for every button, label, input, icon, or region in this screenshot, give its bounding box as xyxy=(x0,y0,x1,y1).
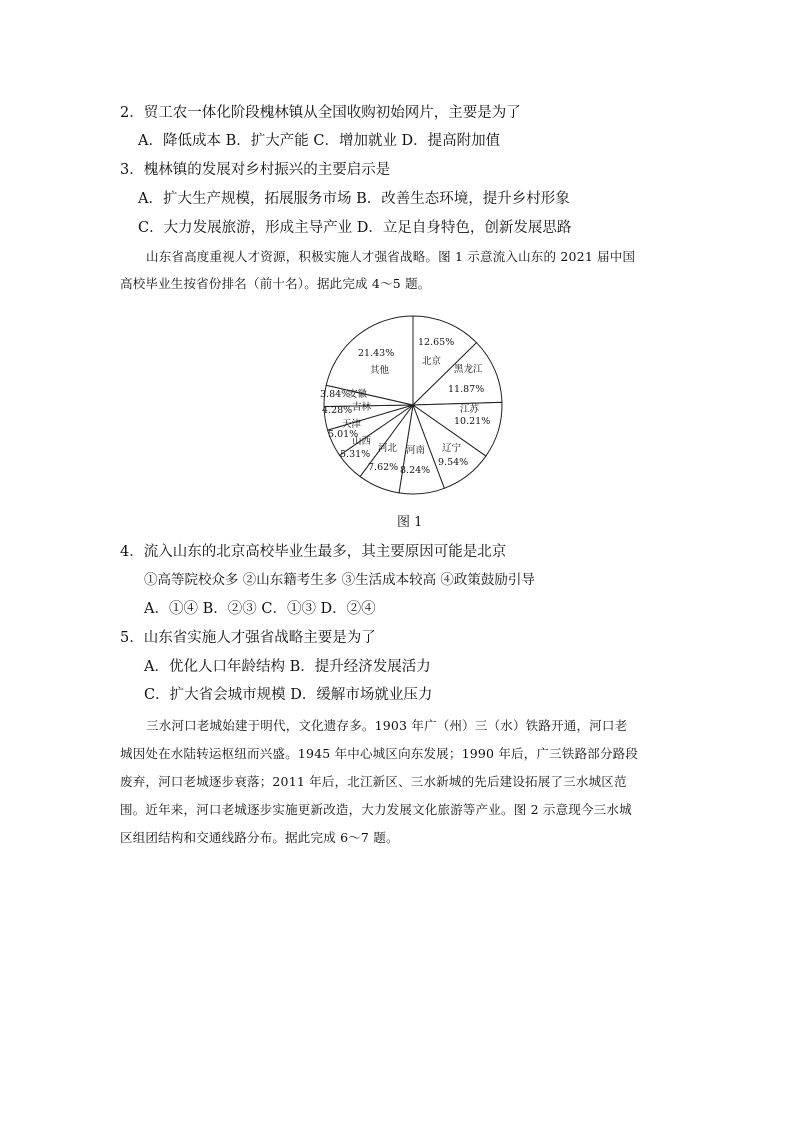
label-anhui-name: 安徽 xyxy=(348,389,368,400)
label-shanxi-name: 山西 xyxy=(352,436,372,447)
material-2-line-3: 废弃，河口老城逐步衰落；2011 年后，北江新区、三水新城的先后建设拓展了三水城区范 xyxy=(120,774,627,789)
material-1-line-2: 高校毕业生按省份排名（前十名）。据此完成 4～5 题。 xyxy=(120,276,431,291)
question-5-options-ab: A．优化人口年龄结构 B．提升经济发展活力 xyxy=(144,659,431,675)
label-henan-value: 8.24% xyxy=(400,465,431,476)
pie-chart xyxy=(318,310,508,500)
question-5-stem: 5．山东省实施人才强省战略主要是为了 xyxy=(120,630,376,646)
label-tianjin-name: 天津 xyxy=(342,419,362,430)
label-other-value: 21.43% xyxy=(358,348,395,359)
label-other-name: 其他 xyxy=(370,365,390,376)
label-jiangsu-value: 10.21% xyxy=(454,416,491,427)
label-anhui-value: 3.84% xyxy=(320,389,351,400)
material-1-line-1: 山东省高度重视人才资源，积极实施人才强省战略。图 1 示意流入山东的 2021 届中国 xyxy=(146,249,636,264)
label-tianjin-value: 5.01% xyxy=(328,429,359,440)
figure-1 xyxy=(318,310,508,504)
label-jilin-value: 4.28% xyxy=(322,405,353,416)
material-2-line-1: 三水河口老城始建于明代，文化遗存多。1903 年广（州）三（水）铁路开通，河口老 xyxy=(146,718,628,733)
question-3-options-ab: A．扩大生产规模，拓展服务市场 B．改善生态环境，提升乡村形象 xyxy=(138,191,570,207)
label-henan-name: 河南 xyxy=(406,445,426,456)
label-heilongjiang-value: 11.87% xyxy=(448,384,485,395)
material-2-line-5: 区组团结构和交通线路分布。据此完成 6～7 题。 xyxy=(120,830,399,845)
label-shanxi-value: 5.31% xyxy=(340,449,371,460)
label-hebei-name: 河北 xyxy=(378,443,398,454)
figure-1-caption: 图 1 xyxy=(397,515,423,530)
question-3-options-cd: C．大力发展旅游，形成主导产业 D．立足自身特色，创新发展思路 xyxy=(138,220,572,236)
question-4-options: A．①④ B．②③ C．①③ D．②④ xyxy=(144,601,376,617)
label-jiangsu-name: 江苏 xyxy=(460,404,480,415)
question-5-options-cd: C．扩大省会城市规模 D．缓解市场就业压力 xyxy=(144,687,433,703)
label-liaoning-value: 9.54% xyxy=(438,457,469,468)
label-jilin-name: 吉林 xyxy=(352,402,372,413)
label-beijing-value: 12.65% xyxy=(418,337,455,348)
material-2-line-2: 城因处在水陆转运枢纽而兴盛。1945 年中心城区向东发展；1990 年后，广三铁路部分路段 xyxy=(120,746,639,761)
material-2-line-4: 围。近年来，河口老城逐步实施更新改造，大力发展文化旅游等产业。图 2 示意现今三水城 xyxy=(120,802,632,817)
question-4-stem: 4．流入山东的北京高校毕业生最多，其主要原因可能是北京 xyxy=(120,544,507,560)
question-2-options: A．降低成本 B．扩大产能 C．增加就业 D．提高附加值 xyxy=(138,133,501,149)
question-4-items: ①高等院校众多 ②山东籍考生多 ③生活成本较高 ④政策鼓励引导 xyxy=(144,572,535,588)
question-2-stem: 2．贸工农一体化阶段槐林镇从全国收购初始网片，主要是为了 xyxy=(120,105,521,121)
label-liaoning-name: 辽宁 xyxy=(442,443,462,454)
label-heilongjiang-name: 黑龙江 xyxy=(454,364,483,375)
question-3-stem: 3．槐林镇的发展对乡村振兴的主要启示是 xyxy=(120,162,391,178)
label-beijing-name: 北京 xyxy=(422,356,442,367)
label-hebei-value: 7.62% xyxy=(368,462,399,473)
